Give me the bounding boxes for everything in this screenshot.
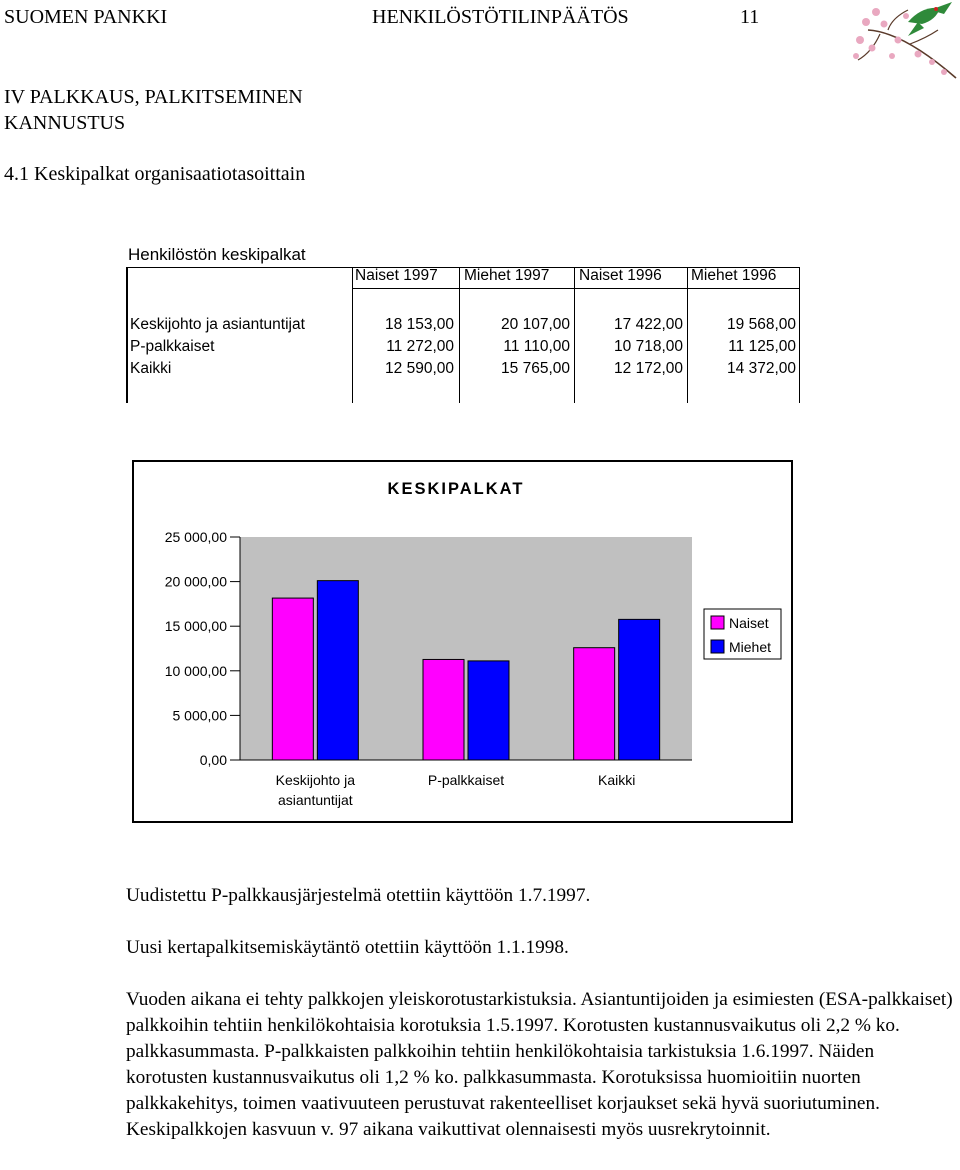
column-header: Naiset 1997 (355, 267, 438, 284)
y-tick-label: 10 000,00 (164, 662, 227, 679)
x-tick-label: asiantuntijat (277, 792, 353, 808)
row-label: Kaikki (130, 360, 172, 377)
y-tick-label: 0,00 (199, 752, 227, 768)
table-cell: 18 153,00 (385, 316, 454, 333)
paragraph: Uudistettu P-palkkausjärjestelmä otettiin käyttöön 1.7.1997. (126, 885, 591, 906)
bar-naiset-3 (574, 648, 615, 760)
x-tick-label: Kaikki (597, 772, 636, 788)
y-tick-label: 5 000,00 (172, 707, 227, 724)
bar-miehet-1 (317, 581, 358, 760)
bar-miehet-3 (619, 619, 660, 760)
section-title-line1: IV PALKKAUS, PALKITSEMINEN (4, 86, 303, 108)
paragraph: Vuoden aikana ei tehty palkkojen yleiskorotustarkistuksia. Asiantuntijoiden ja esimiesten (ESA-palkkaiset) palkkoihin tehtiin henkilökohtaisia korotuksia 1.5.1997. Korotusten kustannusvaikutus oli 2,2 % ko. palkkasummasta. P-palkkaisten palkkoihin tehtiin henkilökohtaisia tarkistuksia 1.6.1997. Näiden korotusten kustannusvaikutus oli 1,2 % ko. palkkasummasta. Korotuksissa huomioitiin nuorten palkkakehitys, toimen vaativuuteen perustuvat rakenteelliset korjaukset sekä hyvä suoriutuminen. Keskipalkkojen kasvuun v. 97 aikana vaikuttivat olennaisesti myös uusrekrytoinnit. (126, 989, 953, 1140)
y-tick-label: 20 000,00 (164, 573, 227, 590)
table-cell: 11 272,00 (386, 338, 454, 355)
legend-swatch-naiset (711, 616, 724, 629)
header-doc-title: HENKILÖSTÖTILINPÄÄTÖS (372, 6, 629, 28)
table-cell: 15 765,00 (501, 360, 570, 377)
row-label: P-palkkaiset (130, 338, 215, 355)
column-header: Miehet 1996 (691, 267, 777, 284)
header-org: SUOMEN PANKKI (4, 6, 168, 28)
section-subtitle: 4.1 Keskipalkat organisaatiotasoittain (4, 163, 306, 185)
table-title: Henkilöstön keskipalkat (128, 245, 306, 264)
bird-on-branch-logo (848, 0, 960, 86)
bar-naiset-1 (272, 598, 313, 760)
legend-label-naiset: Naiset (729, 615, 769, 631)
table-cell: 14 372,00 (727, 360, 796, 377)
bar-naiset-2 (423, 659, 464, 760)
table-cell: 11 110,00 (503, 338, 570, 355)
table-cell: 19 568,00 (727, 316, 796, 333)
table-cell: 10 718,00 (614, 338, 683, 355)
header-page-number: 11 (740, 6, 760, 28)
column-header: Miehet 1997 (464, 267, 550, 284)
y-tick-label: 25 000,00 (164, 529, 227, 545)
column-header: Naiset 1996 (579, 267, 662, 284)
table-rule (352, 288, 800, 289)
x-tick-label: Keskijohto ja (275, 772, 356, 788)
y-tick-label: 15 000,00 (164, 618, 227, 635)
row-label: Keskijohto ja asiantuntijat (130, 316, 305, 333)
table-cell: 12 172,00 (614, 360, 683, 377)
salary-table (126, 240, 800, 403)
section-title-line2: KANNUSTUS (4, 112, 126, 134)
chart-svg (134, 462, 791, 821)
paragraph: Uusi kertapalkitsemiskäytäntö otettiin käyttöön 1.1.1998. (126, 937, 569, 958)
keskipalkat-chart (132, 460, 793, 823)
legend-swatch-miehet (711, 640, 724, 653)
chart-title: KESKIPALKAT (387, 480, 525, 498)
table-cell: 20 107,00 (501, 316, 570, 333)
x-tick-label: P-palkkaiset (427, 772, 505, 788)
table-cell: 11 125,00 (728, 338, 796, 355)
bar-miehet-2 (468, 661, 509, 760)
table-cell: 17 422,00 (614, 316, 683, 333)
table-cell: 12 590,00 (385, 360, 454, 377)
table-rule (126, 267, 128, 403)
legend-label-miehet: Miehet (729, 639, 772, 655)
